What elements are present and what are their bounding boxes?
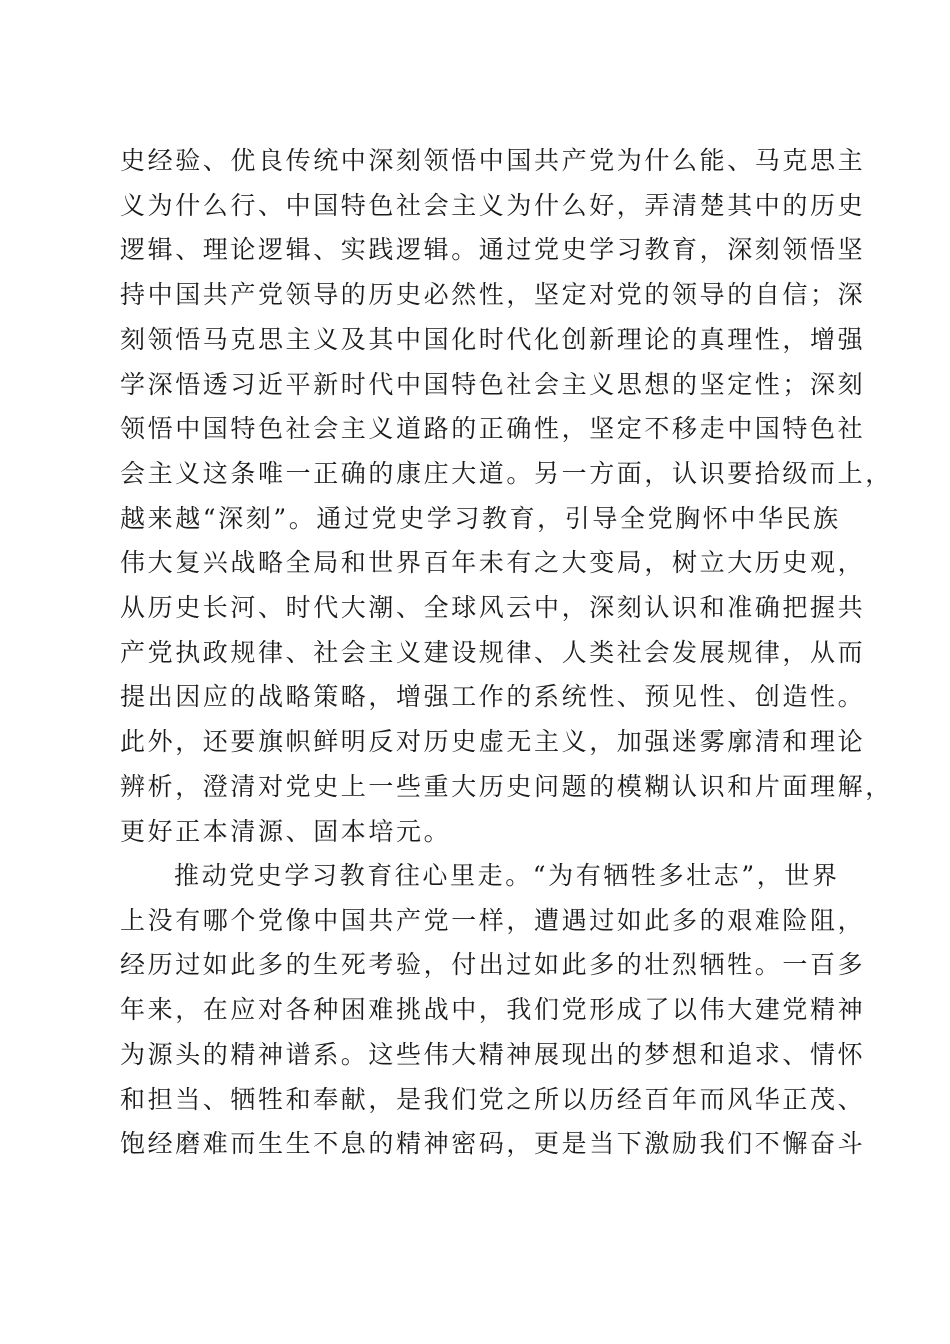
paragraph-line: 学深悟透习近平新时代中国特色社会主义思想的坚定性；深刻 — [120, 369, 866, 399]
paragraph-line: 为源头的精神谱系。这些伟大精神展现出的梦想和追求、情怀 — [120, 1039, 866, 1069]
paragraph-line: 推动党史学习教育往心里走。“为有牺牲多壮志”，世界 — [174, 861, 840, 890]
paragraph-line: 此外，还要旗帜鲜明反对历史虚无主义，加强迷雾廓清和理论 — [120, 727, 866, 757]
paragraph-line: 持中国共产党领导的历史必然性，坚定对党的领导的自信；深 — [120, 280, 866, 310]
paragraph-line: 刻领悟马克思主义及其中国化时代化创新理论的真理性，增强 — [120, 324, 866, 354]
paragraph-line: 逻辑、理论逻辑、实践逻辑。通过党史学习教育，深刻领悟坚 — [120, 235, 866, 265]
paragraph-line: 史经验、优良传统中深刻领悟中国共产党为什么能、马克思主 — [120, 146, 866, 175]
paragraph-line: 提出因应的战略策略，增强工作的系统性、预见性、创造性。 — [120, 682, 866, 712]
paragraph-line: 义为什么行、中国特色社会主义为什么好，弄清楚其中的历史 — [120, 190, 866, 220]
paragraph-line: 饱经磨难而生生不息的精神密码，更是当下激励我们不懈奋斗 — [120, 1129, 866, 1159]
paragraph-line: 会主义这条唯一正确的康庄大道。另一方面，认识要拾级而上， — [120, 458, 893, 488]
paragraph-line: 伟大复兴战略全局和世界百年未有之大变局，树立大历史观， — [120, 548, 866, 578]
paragraph-line: 更好正本清源、固本培元。 — [120, 816, 452, 846]
paragraph-line: 辨析，澄清对党史上一些重大历史问题的模糊认识和片面理解， — [120, 771, 893, 801]
paragraph-line: 经历过如此多的生死考验，付出过如此多的壮烈牺牲。一百多 — [120, 950, 866, 980]
paragraph-line: 越来越“深刻”。通过党史学习教育，引导全党胸怀中华民族 — [120, 503, 841, 533]
paragraph-line: 领悟中国特色社会主义道路的正确性，坚定不移走中国特色社 — [120, 414, 866, 444]
paragraph-line: 和担当、牺牲和奉献，是我们党之所以历经百年而风华正茂、 — [120, 1084, 866, 1114]
paragraph-line: 产党执政规律、社会主义建设规律、人类社会发展规律，从而 — [120, 637, 866, 667]
paragraph-line: 上没有哪个党像中国共产党一样，遭遇过如此多的艰难险阻， — [120, 905, 866, 935]
paragraph-line: 年来，在应对各种困难挑战中，我们党形成了以伟大建党精神 — [120, 995, 866, 1025]
paragraph-line: 从历史长河、时代大潮、全球风云中，深刻认识和准确把握共 — [120, 593, 866, 622]
